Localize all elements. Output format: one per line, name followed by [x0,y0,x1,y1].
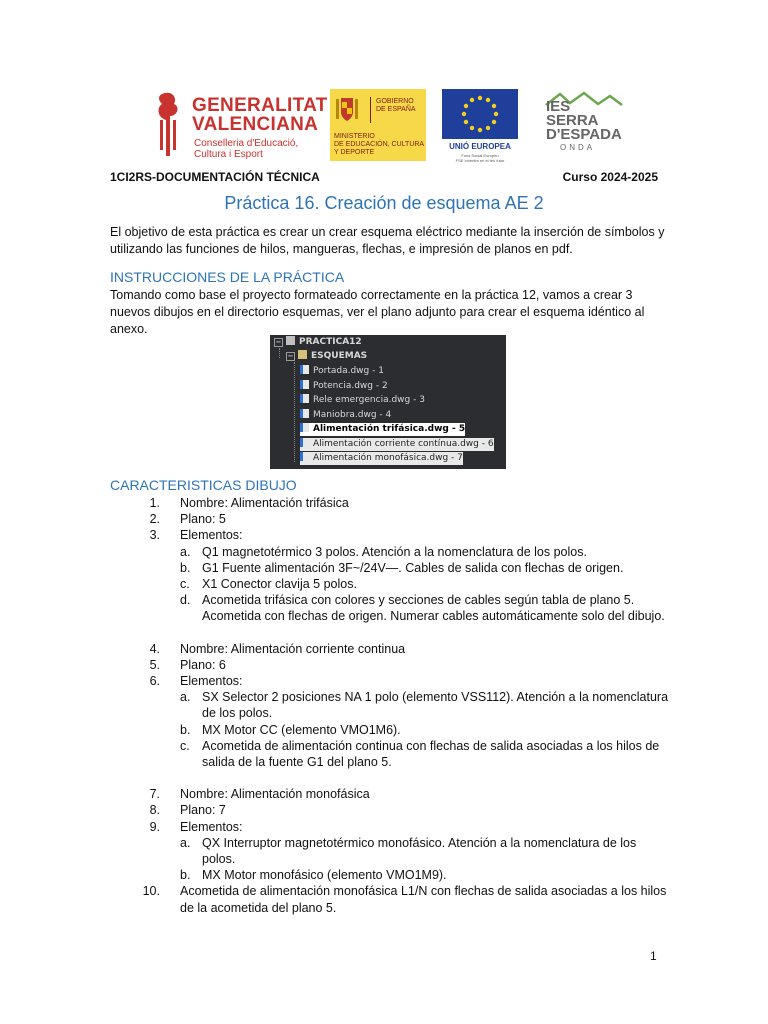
dwg-file-icon [300,380,309,389]
sub-item [110,592,670,624]
list-item-text: X1 Conector clavija 5 polos. [202,577,357,592]
numbered-item [110,511,670,527]
instructions-heading: INSTRUCCIONES DE LA PRÁCTICA [110,269,345,285]
characteristics-list [110,495,670,916]
tree-folder-esquemas: − ESQUEMAS [287,351,368,361]
numbered-item [110,786,670,802]
header-logos [150,86,630,166]
item-number: 8. [149,803,160,818]
item-letter: a. [180,835,191,850]
list-item-text: Elementos: [180,528,243,543]
document-title: Práctica 16. Creación de esquema AE 2 [224,193,544,213]
eu-flag [442,89,518,139]
numbered-item [110,657,670,673]
gobierno-espana-logo [330,89,426,161]
course-code: 1CI2RS-DOCUMENTACIÓN TÉCNICA [110,170,320,184]
item-number: 3. [149,528,160,543]
dwg-file-icon [300,438,309,447]
list-item-text: Nombre: Alimentación trifásica [180,496,349,510]
item-number: 9. [149,819,160,834]
tree-file: Potencia.dwg - 2 [300,380,388,393]
project-tree-screenshot [270,335,506,469]
numbered-item [110,495,670,511]
tree-file: Alimentación corriente contínua.dwg - 6 [300,438,494,451]
item-letter: a. [180,544,191,559]
page-number: 1 [650,949,657,963]
numbered-item [110,883,670,915]
list-item-text: Plano: 6 [180,657,226,672]
list-item-text: Acometida de alimentación continua con flechas de salida asociadas a los hilos de salida de la fuente G1 del plano 5. [202,738,660,770]
sub-item [110,560,670,576]
item-number: 7. [149,787,160,802]
course-year: Curso 2024-2025 [562,170,658,184]
tree-file: Alimentación trifásica.dwg - 5 [300,423,465,436]
sub-item [110,689,670,721]
sub-item [110,722,670,738]
list-item-text: Plano: 5 [180,512,226,527]
item-letter: d. [180,593,191,608]
eu-stars-icon [442,89,518,139]
ministry-name: MINISTERIO DE EDUCACIÓN, CULTURA Y DEPORTE [334,133,425,156]
list-item-text: MX Motor monofásico (elemento VMO1M9). [202,868,447,883]
item-number: 4. [149,641,160,656]
item-letter: b. [180,868,191,883]
generalitat-name: GENERALITAT VALENCIANA [192,95,328,135]
list-item-text: Elementos: [180,674,243,689]
dwg-file-icon [300,423,309,432]
ies-name: IES SERRA D'ESPADA [546,98,622,143]
sub-item [110,867,670,883]
numbered-item [110,819,670,835]
item-number: 1. [149,496,160,510]
sub-item [110,576,670,592]
list-item-text: QX Interruptor magnetotérmico monofásico. Atención a la nomenclatura de los polos. [202,835,637,867]
generalitat-emblem-icon [156,90,184,160]
list-item-text: Nombre: Alimentación monofásica [180,787,370,802]
item-letter: b. [180,560,191,575]
item-letter: a. [180,690,191,705]
list-item-text: G1 Fuente alimentación 3F~/24V—. Cables de salida con flechas de origen. [202,560,624,575]
spain-shield-icon [334,95,360,123]
item-letter: b. [180,722,191,737]
characteristics-heading: CARACTERISTICAS DIBUJO [110,477,297,493]
list-spacer [110,770,670,786]
intro-paragraph: El objetivo de esta práctica es crear un crear esquema eléctrico mediante la inserción de símbolos y utilizando las funciones de hilos, mangueras, flechas, e impresión de planos en pdf. [110,225,665,256]
list-spacer [110,625,670,641]
ies-serra-espada-logo [540,91,630,161]
tree-file: Maniobra.dwg - 4 [300,409,391,422]
tree-file: Portada.dwg - 1 [300,365,384,378]
item-letter: c. [180,577,190,592]
ies-town: ONDA [560,143,596,152]
folder-icon [298,350,307,359]
generalitat-logo [156,88,328,164]
collapse-icon: − [275,338,282,346]
list-item-text: Acometida de alimentación monofásica L1/N con flechas de salida asociadas a los hilos de la acometida del plano 5. [180,884,667,915]
eu-title: UNIÓ EUROPEA [449,142,511,151]
tree-file: Rele emergencia.dwg - 3 [300,394,425,407]
numbered-item [110,673,670,689]
list-item-text: Acometida trifásica con colores y secciones de cables según tabla de plano 5. Acometida con flechas de origen. Numerar cables automáticamente solo del dibujo. [202,593,665,624]
eu-subtitle: Fons Social Europeu FSE Invertim en el teu futur [455,153,505,163]
gobierno-title: GOBIERNO DE ESPAÑA [376,98,416,113]
dwg-file-icon [300,409,309,418]
item-number: 5. [149,657,160,672]
item-number: 10. [142,884,160,899]
list-item-text: MX Motor CC (elemento VMO1M6). [202,722,401,737]
list-item-text: Nombre: Alimentación corriente continua [180,641,406,656]
numbered-item [110,802,670,818]
dwg-file-icon [300,394,309,403]
numbered-item [110,641,670,657]
generalitat-subtitle: Conselleria d'Educació, Cultura i Esport [194,138,299,160]
instructions-paragraph: Tomando como base el proyecto formateado correctamente en la práctica 12, vamos a crear 3 nuevos dibujos en el directorio esquemas, ver el plano adjunto para crear el esquema idéntico al anexo. [110,288,645,336]
list-item-text: Plano: 7 [180,803,226,818]
tree-file: Alimentación monofásica.dwg - 7 [300,452,463,465]
sub-item [110,544,670,560]
item-letter: c. [180,738,190,753]
numbered-item [110,527,670,543]
eu-logo [441,89,519,161]
collapse-icon: − [287,352,294,360]
gobierno-divider [370,97,371,123]
tree-root: − PRACTICA12 [275,337,362,347]
item-number: 6. [149,674,160,689]
dwg-file-icon [300,452,309,461]
list-item-text: Elementos: [180,819,243,834]
item-number: 2. [149,512,160,527]
sub-item [110,835,670,867]
sub-item [110,738,670,770]
project-icon [286,336,295,345]
list-item-text: SX Selector 2 posiciones NA 1 polo (elemento VSS112). Atención a la nomenclatura de los polos. [202,690,669,721]
list-item-text: Q1 magnetotérmico 3 polos. Atención a la nomenclatura de los polos. [202,544,587,559]
dwg-file-icon [300,365,309,374]
